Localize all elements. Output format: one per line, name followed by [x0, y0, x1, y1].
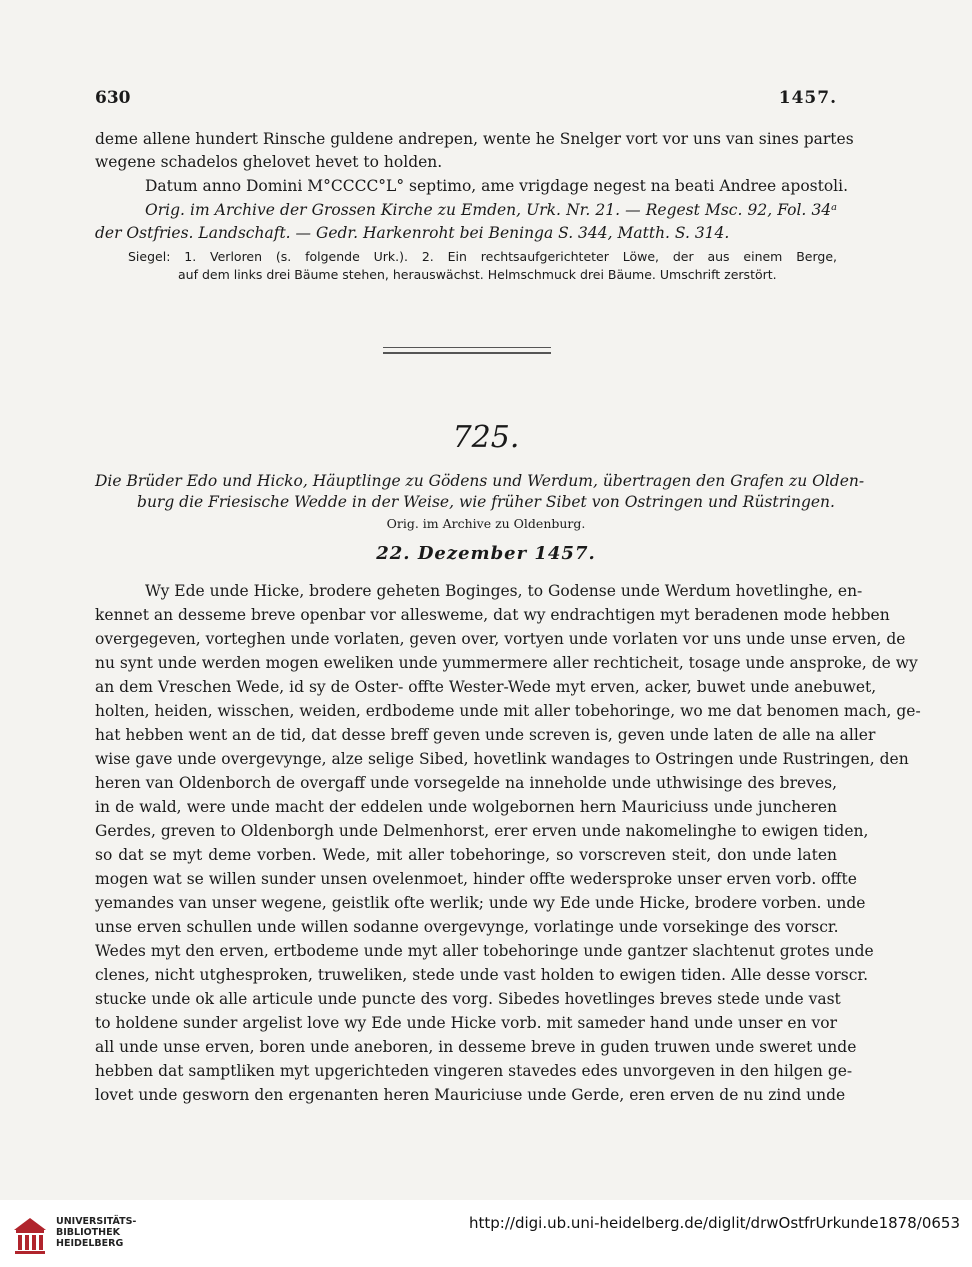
page-header [95, 88, 837, 112]
library-name-line: HEIDELBERG [56, 1238, 124, 1249]
continuation-line: deme allene hundert Rinsche guldene andrepen, wente he Snelger vort vor uns van sines partes [95, 130, 854, 148]
body-line: to holdene sunder argelist love wy Ede unde Hicke vorb. mit sameder hand unde unser en vor [95, 1014, 837, 1032]
page-number: 630 [95, 88, 131, 108]
document-date: 22. Dezember 1457. [376, 543, 596, 564]
body-line: mogen wat se willen sunder unsen ovelenmoet, hinder offte wedersproke unser erven vorb. offte [95, 870, 857, 888]
section-divider [383, 347, 551, 354]
body-line: hat hebben went an de tid, dat desse breff geven unde screven is, geven unde laten de alle na aller [95, 726, 876, 744]
archive-reference: Orig. im Archive zu Oldenburg. [386, 516, 586, 531]
running-year: 1457. [778, 88, 837, 108]
body-line: heren van Oldenborch de overgaff unde vorsegelde na inneholde unde uthwisinge des breves, [95, 774, 837, 792]
body-line: overgegeven, vorteghen unde vorlaten, geven over, vortyen unde vorlaten vor uns unde unse erven, de [95, 630, 906, 648]
document-title: Die Brüder Edo und Hicko, Häuptlinge zu Gödens und Werdum, übertragen den Grafen zu Olden- [95, 472, 865, 490]
source-line: der Ostfries. Landschaft. — Gedr. Harkenroht bei Beninga S. 344, Matth. S. 314. [95, 224, 730, 242]
continuation-line: wegene schadelos ghelovet hevet to holden. [95, 153, 443, 171]
viewer-footer [0, 1200, 972, 1267]
seal-note: auf dem links drei Bäume stehen, herauswächst. Helmschmuck drei Bäume. Umschrift zerstört. [178, 267, 777, 282]
source-line: Orig. im Archive der Grossen Kirche zu Emden, Urk. Nr. 21. — Regest Msc. 92, Fol. 34ᵃ [145, 201, 837, 219]
document-number: 725. [452, 420, 520, 455]
body-line: clenes, nicht utghesproken, truweliken, stede unde vast holden to ewigen tiden. Alle desse vorscr. [95, 966, 869, 984]
body-line: stucke unde ok alle articule unde puncte des vorg. Sibedes hovetlinges breves stede unde vast [95, 990, 841, 1008]
body-line: lovet unde gesworn den ergenanten heren Mauriciuse unde Gerde, eren erven de nu zind unde [95, 1086, 846, 1104]
body-line: so dat se myt deme vorben. Wede, mit aller tobehoringe, so vorscreven steit, don unde laten [95, 846, 837, 864]
library-name-line: UNIVERSITÄTS- [56, 1216, 137, 1227]
body-line: holten, heiden, wisschen, weiden, erdbodeme unde mit aller tobehoringe, wo me dat benomen mach, ge- [95, 702, 921, 720]
document-title: burg die Friesische Wedde in der Weise, wie früher Sibet von Ostringen und Rüstringen. [137, 493, 835, 511]
body-line: wise gave unde overgevynge, alze selige Sibed, hovetlink wandages to Ostringen unde Rustringen, den [95, 750, 909, 768]
permalink-url[interactable]: http://digi.ub.uni-heidelberg.de/diglit/drwOstfrUrkunde1878/0653 [469, 1214, 960, 1232]
body-line: Wedes myt den erven, ertbodeme unde myt aller tobehoringe unde gantzer slachtenut grotes unde [95, 942, 874, 960]
body-line: in de wald, were unde macht der eddelen unde wolgebornen hern Mauriciuss unde juncheren [95, 798, 837, 816]
body-line: Gerdes, greven to Oldenborgh unde Delmenhorst, erer erven unde nakomelinghe to ewigen tiden, [95, 822, 869, 840]
body-line: nu synt unde werden mogen eweliken unde yummermere aller rechticheit, tosage unde ansproke, de wy [95, 654, 918, 672]
body-line: unse erven schullen unde willen sodanne overgevynge, vorlatinge unde vorsekinge des vorscr. [95, 918, 839, 936]
body-line: all unde unse erven, boren unde aneboren, in desseme breve in guden truwen unde sweret unde [95, 1038, 857, 1056]
body-line: kennet an desseme breve openbar vor allesweme, dat wy endrachtigen myt beradenen mode hebben [95, 606, 890, 624]
library-name [56, 1216, 136, 1249]
body-line: yemandes van unser wegene, geistlik ofte werlik; unde wy Ede unde Hicke, brodere vorben. unde [95, 894, 866, 912]
library-name-line: BIBLIOTHEK [56, 1227, 120, 1238]
university-logo-icon [10, 1208, 50, 1258]
seal-note: Siegel: 1. Verloren (s. folgende Urk.). 2. Ein rechtsaufgerichteter Löwe, der aus einem Berge, [128, 249, 837, 264]
body-line: hebben dat samptliken myt upgerichteden vingeren stavedes edes unvorgeven in den hilgen ge- [95, 1062, 853, 1080]
body-line: an dem Vreschen Wede, id sy de Oster- offte Wester-Wede myt erven, acker, buwet unde anebuwet, [95, 678, 877, 696]
body-line: Wy Ede unde Hicke, brodere geheten Boginges, to Godense unde Werdum hovetlinghe, en- [145, 582, 863, 600]
datum-line: Datum anno Domini M°CCCC°L° septimo, ame vrigdage negest na beati Andree apostoli. [145, 177, 849, 195]
